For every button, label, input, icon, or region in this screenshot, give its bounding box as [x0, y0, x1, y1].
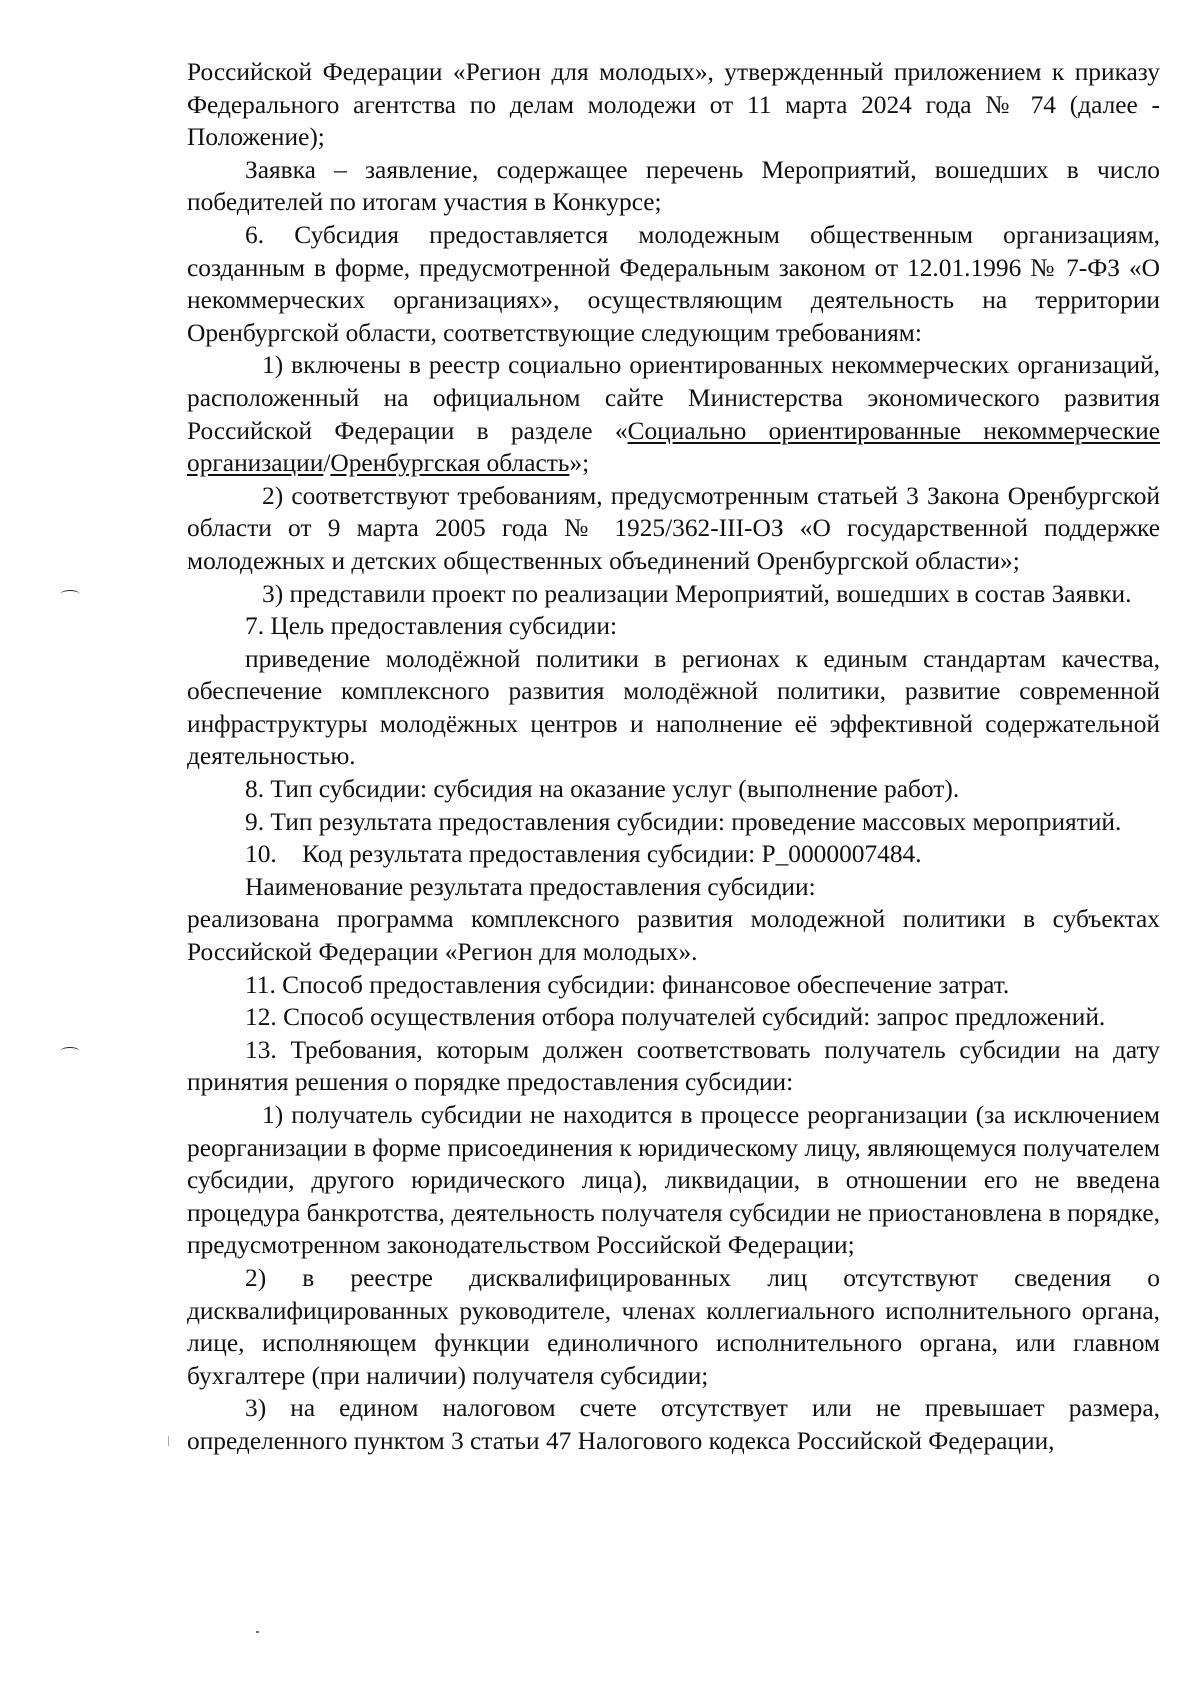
registry-section-link: Социально ориентированные некоммерческие организации: [187, 416, 1160, 478]
clause-6-item-3: 3) представили проект по реализации Мероприятий, вошедших в состав Заявки.: [262, 579, 1132, 608]
clause-10: 10. Код результата предоставления субсидии: P_0000007484.: [245, 840, 922, 869]
clause-11: 11. Способ предоставления субсидии: финансовое обеспечение затрат.: [245, 970, 1010, 999]
clause-6-item-1-end: »;: [569, 449, 590, 478]
clause-7-goal: приведение молодёжной политики в регионах к единым стандартам качества, обеспечение комплексного развития молодёжной политики, развитие современной инфраструктуры молодёжных центров и наполнение её эффективной содержательной деятельностью.: [187, 644, 1160, 771]
clause-13-item-2: 2) в реестре дисквалифицированных лиц отсутствуют сведения о дисквалифицированных руководителе, членах коллегиального исполнительного органа, лице, исполняющем функции единоличного исполнительного органа, или главном бухгалтере (при наличии) получателя субсидии;: [187, 1263, 1160, 1390]
clause-12: 12. Способ осуществления отбора получателей субсидий: запрос предложений.: [245, 1003, 1106, 1032]
clause-10-result-name-label: Наименование результата предоставления субсидии:: [245, 872, 816, 901]
scan-hole-mark: [60, 590, 80, 599]
definition-application: Заявка – заявление, содержащее перечень Мероприятий, вошедших в число победителей по итогам участия в Конкурсе;: [187, 155, 1160, 217]
clause-6: 6. Субсидия предоставляется молодежным общественным организациям, созданным в форме, предусмотренной Федеральным законом от 12.01.1996 № 7-ФЗ «О некоммерческих организациях», осуществляющим деятельность на территории Оренбургской области, соответствующие следующим требованиям:: [187, 220, 1160, 347]
registry-separator: /: [323, 449, 331, 478]
clause-6-item-1-text: 1) включены в реестр социально ориентированных некоммерческих организаций, расположенный на официальном сайте Министерства экономического развития Российской Федерации в разделе «: [187, 351, 1160, 445]
clause-7: 7. Цель предоставления субсидии:: [245, 612, 618, 641]
clause-6-item-1: [187, 349, 1160, 479]
paragraph-continuation: Российской Федерации «Регион для молодых», утвержденный приложением к приказу Федерального агентства по делам молодежи от 11 марта 2024 года № 74 (далее - Положение);: [187, 58, 1160, 152]
scan-hole-mark: [60, 1047, 80, 1056]
clause-13: 13. Требования, которым должен соответствовать получатель субсидии на дату принятия решения о порядке предоставления субсидии:: [187, 1035, 1160, 1097]
clause-13-item-1: 1) получатель субсидии не находится в процессе реорганизации (за исключением реорганизации в форме присоединения к юридическому лицу, являющемуся получателем субсидии, другого юридического лица), ликвидации, в отношении его не введена процедура банкротства, деятельность получателя субсидии не приостановлена в порядке, предусмотренном законодательством Российской Федерации;: [187, 1101, 1160, 1260]
clause-10-result-name: реализована программа комплексного развития молодежной политики в субъектах Российской Федерации «Регион для молодых».: [187, 905, 1160, 967]
clause-8: 8. Тип субсидии: субсидия на оказание услуг (выполнение работ).: [245, 775, 960, 804]
region-link: Оренбургская область: [330, 449, 570, 478]
clause-6-item-2: 2) соответствуют требованиям, предусмотренным статьей 3 Закона Оренбургской области от 9 марта 2005 года № 1925/362-III-ОЗ «О государственной поддержке молодежных и детских общественных объединений Оренбургской области»;: [187, 481, 1160, 575]
clause-9: 9. Тип результата предоставления субсидии: проведение массовых мероприятий.: [245, 807, 1122, 836]
document-body: [187, 56, 1160, 1458]
scan-speck: [168, 1436, 169, 1446]
scan-speck: [256, 1631, 259, 1633]
clause-13-item-3: 3) на едином налоговом счете отсутствует или не превышает размера, определенного пунктом 3 статьи 47 Налогового кодекса Российской Федерации,: [187, 1394, 1160, 1455]
